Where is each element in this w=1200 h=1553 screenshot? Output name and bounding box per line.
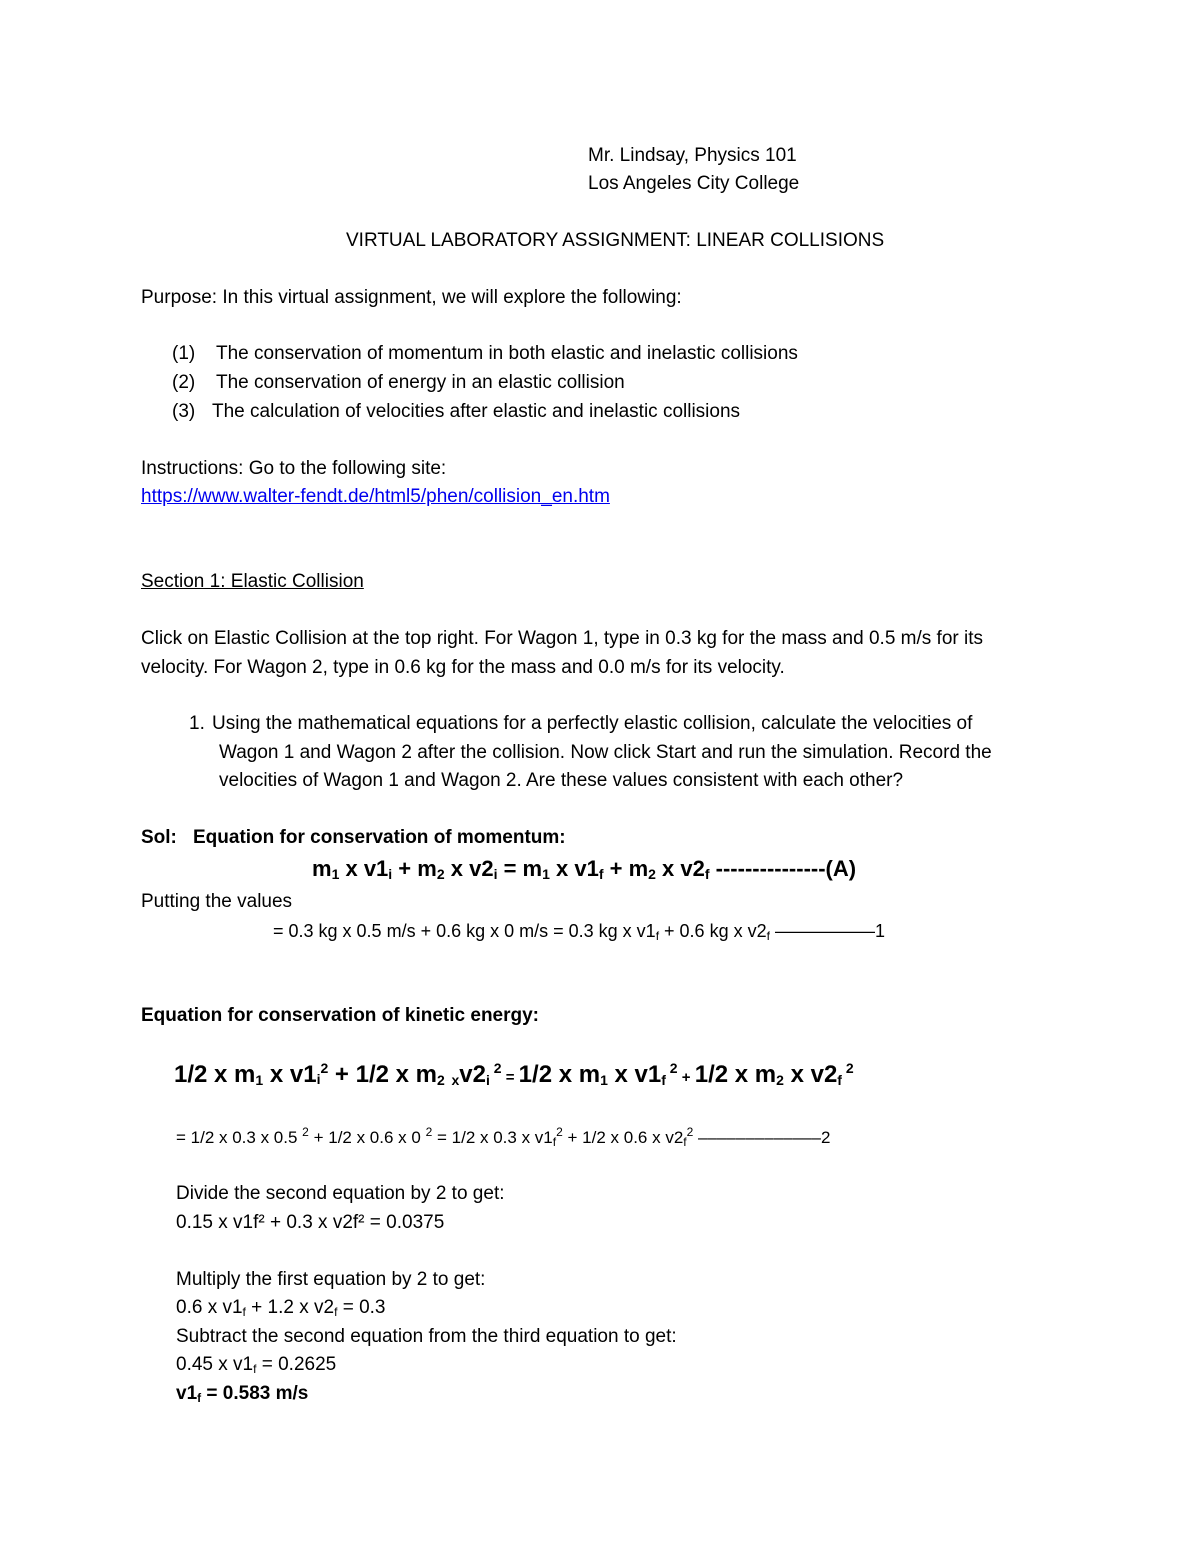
purpose-intro: Purpose: In this virtual assignment, we will explore the following: xyxy=(141,287,682,308)
question-1-line-2: Wagon 1 and Wagon 2 after the collision. Now click Start and run the simulation. Record the xyxy=(219,742,992,763)
college-line: Los Angeles City College xyxy=(588,173,800,194)
question-1-line-1: Using the mathematical equations for a perfectly elastic collision, calculate the velocities of xyxy=(212,713,973,734)
purpose-item-3-num: (3) xyxy=(172,401,196,422)
subtract-instruction: Subtract the second equation from the third equation to get: xyxy=(176,1326,677,1347)
kinetic-energy-equation: 1/2 x $m_1$ x $v1_i^2 + 1/2$ x $m_2$ $_xv2_i$ $^2$ = 1/2 x $m_1$ x $v1_f$ $^2$ + 1/2 x $m_2$ x $v2_f$ $^2$ xyxy=(174,1060,854,1088)
instructions-intro: Instructions: Go to the following site: xyxy=(141,458,447,479)
purpose-item-2: The conservation of energy in an elastic collision xyxy=(216,372,625,393)
instructor-line: Mr. Lindsay, Physics 101 xyxy=(588,145,797,166)
section-1-heading: Section 1: Elastic Collision xyxy=(141,571,364,592)
assignment-title: VIRTUAL LABORATORY ASSIGNMENT: LINEAR COLLISIONS xyxy=(346,230,885,251)
section-1-paragraph-line-1: Click on Elastic Collision at the top right. For Wagon 1, type in 0.3 kg for the mass and 0.5 m/s for its xyxy=(141,628,984,649)
solution-label: Sol: xyxy=(141,827,177,848)
purpose-item-2-num: (2) xyxy=(172,372,196,393)
momentum-equation-1: = 0.3 kg x 0.5 m/s + 0.6 kg x 0 m/s = 0.3 kg x $v1_f + 0.6$ kg x $v2_f$ ––––––––––1 xyxy=(273,921,886,943)
simulation-link[interactable]: https://www.walter-fendt.de/html5/phen/collision_en.htm xyxy=(141,486,610,507)
kinetic-energy-heading: Equation for conservation of kinetic energy: xyxy=(141,1005,540,1026)
divided-equation: 0.15 x v1f² + 0.3 x v2f² = 0.0375 xyxy=(176,1212,445,1233)
momentum-heading: Equation for conservation of momentum: xyxy=(193,827,566,848)
subtracted-equation: 0.45 x $v1_f = 0.2625$ xyxy=(176,1354,337,1376)
purpose-item-3: The calculation of velocities after elastic and inelastic collisions xyxy=(212,401,741,422)
section-1-paragraph-line-2: velocity. For Wagon 2, type in 0.6 kg for the mass and 0.0 m/s for its velocity. xyxy=(141,657,785,678)
kinetic-energy-equation-2: = 1/2 x 0.3 x 0.5 $^2$ + 1/2 x 0.6 x 0 $^2$ = 1/2 x 0.3 x $v1_f^2 + 1/2$ x 0.6 x $v2_f^2$ –––––––––––––2 xyxy=(176,1125,831,1149)
momentum-equation-a: $m_1$ x $v1_i + m_2$ x $v2_i = m_1$ x $v1_f + m_2$ x $v2_f$ ---------------(A) xyxy=(312,856,857,882)
putting-values-text: Putting the values xyxy=(141,891,293,912)
purpose-item-1: The conservation of momentum in both elastic and inelastic collisions xyxy=(216,343,798,364)
question-1-number: 1. xyxy=(189,713,205,734)
question-1-line-3: velocities of Wagon 1 and Wagon 2. Are these values consistent with each other? xyxy=(219,770,904,791)
v1f-result: $v1_f = 0.583$ m/s xyxy=(176,1383,309,1405)
purpose-item-1-num: (1) xyxy=(172,343,196,364)
divide-instruction: Divide the second equation by 2 to get: xyxy=(176,1183,505,1204)
multiply-instruction: Multiply the first equation by 2 to get: xyxy=(176,1269,486,1290)
multiplied-equation: 0.6 x $v1_f + 1.2$ x $v2_f = 0.3$ xyxy=(176,1297,386,1319)
